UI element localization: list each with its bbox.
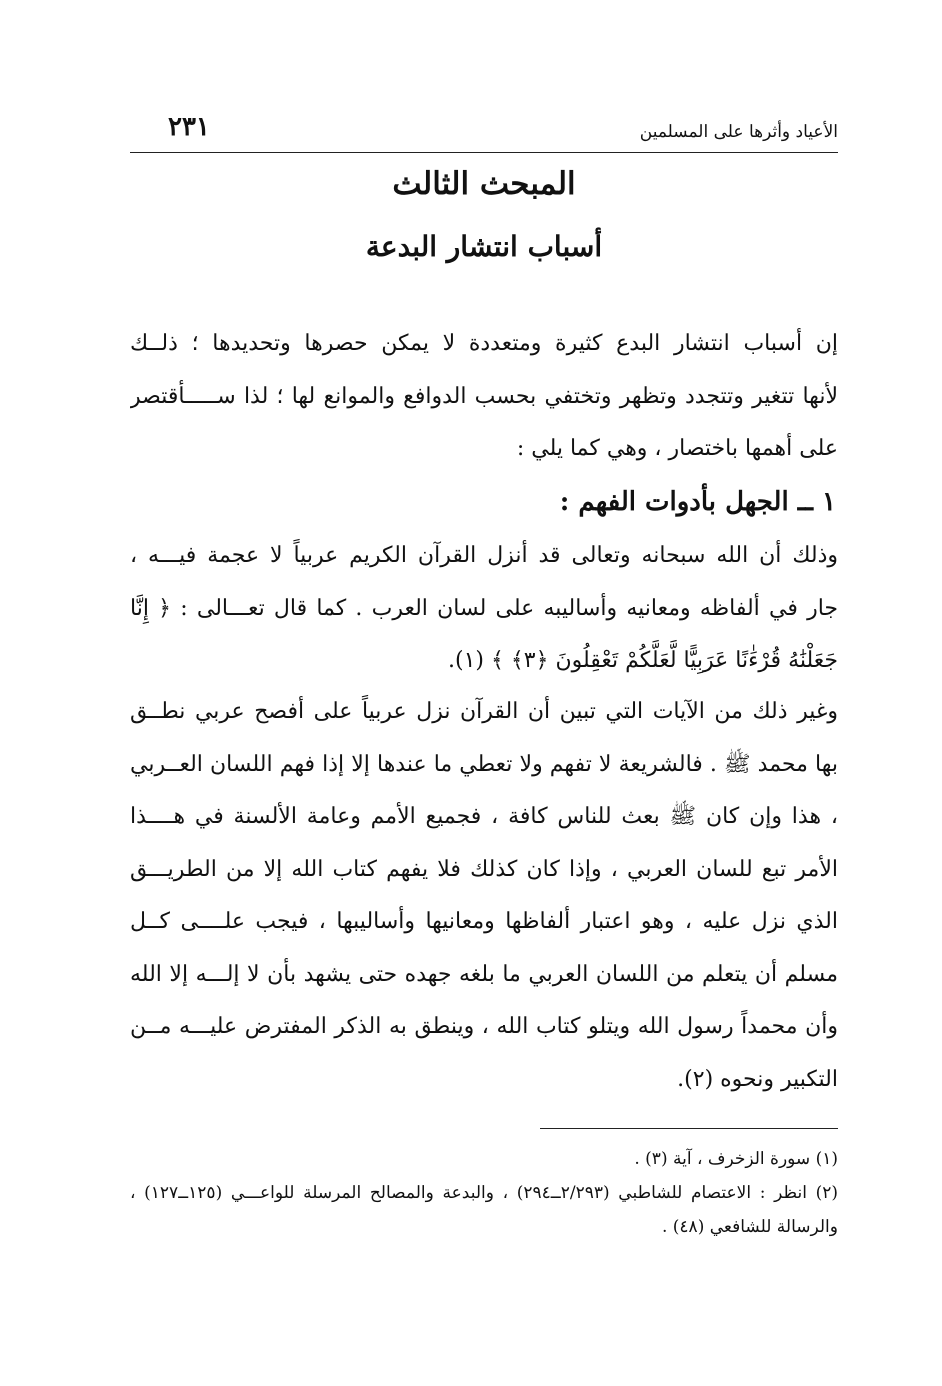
footnote-rule — [540, 1128, 838, 1129]
text-line: التكبير ونحوه (٢). — [677, 1066, 838, 1092]
text-line: على أهمها باختصار ، وهي كما يلي : — [516, 436, 838, 461]
page-number: ٢٣١ — [168, 112, 210, 142]
text-line: وغير ذلك من الآيات التي تبين أن القرآن نزل عربياً على أفصح عربي نطــق — [130, 699, 838, 724]
section-title: المبحث الثالث — [392, 166, 576, 202]
text-line: ، هذا وإن كان ﷺ بعث للناس كافة ، فجميع الأمم وعامة الألسنة في هــــذا — [130, 804, 838, 829]
paragraph-intro — [130, 318, 838, 528]
footnotes — [130, 1142, 838, 1244]
text-line: لأنها تتغير وتتجدد وتظهر وتختفي بحسب الدوافع والموانع لها ؛ لذا ســـــأقتصر — [130, 383, 838, 409]
text-line: مسلم أن يتعلم من اللسان العربي ما بلغه جهده حتى يشهد بأن لا إلـــه إلا الله — [130, 961, 838, 987]
section-subtitle: أسباب انتشار البدعة — [365, 230, 603, 263]
header-rule — [130, 152, 838, 153]
footnote-1: (١) سورة الزخرف ، آية (٣) . — [634, 1149, 838, 1169]
text-line: جار في ألفاظه ومعانيه وأساليبه على لسان العرب . كما قال تعـــالى : ﴿ إِنَّا — [130, 595, 838, 621]
paragraph-arabic-tongue — [130, 686, 838, 1106]
text-line: بها محمد ﷺ . فالشريعة لا تفهم ولا تعطي ما عندها إلا إذا فهم اللسان العــربي — [130, 751, 838, 777]
running-title: الأعياد وأثرها على المسلمين — [639, 122, 838, 142]
paragraph-quran — [130, 530, 838, 688]
running-header — [130, 108, 838, 152]
text-line: وأن محمداً رسول الله ويتلو كتاب الله ، وينطق به الذكر المفترض عليـــه مــن — [130, 1014, 838, 1039]
text-line: الذي نزل عليه ، وهو اعتبار ألفاظها ومعانيها وأساليبها ، فيجب علــــى كــل — [130, 909, 838, 934]
subsection-heading: ١ ــ الجهل بأدوات الفهم : — [559, 486, 836, 517]
footnote-2: (٢) انظر : الاعتصام للشاطبي (٢/٢٩٣ــ٢٩٤) ، والبدعة والمصالح المرسلة للواعـــي (١٢٥ــ١٢٧) ، — [130, 1183, 838, 1203]
footnote-2-continued: والرسالة للشافعي (٤٨) . — [661, 1217, 838, 1237]
text-line: وذلك أن الله سبحانه وتعالى قد أنزل القرآن الكريم عربياً لا عجمة فيـــه ، — [130, 543, 838, 568]
text-line: جَعَلْنَٰهُ قُرْءَٰنًا عَرَبِيًّا لَّعَلَّكُمْ تَعْقِلُونَ ﴿٣﴾ ﴾ (١). — [448, 648, 838, 673]
text-line: إن أسباب انتشار البدع كثيرة ومتعددة لا يمكن حصرها وتحديدها ؛ ذلــك — [130, 331, 838, 356]
text-line: الأمر تبع للسان العربي ، وإذا كان كذلك فلا يفهم كتاب الله إلا من الطريـــق — [130, 856, 838, 882]
